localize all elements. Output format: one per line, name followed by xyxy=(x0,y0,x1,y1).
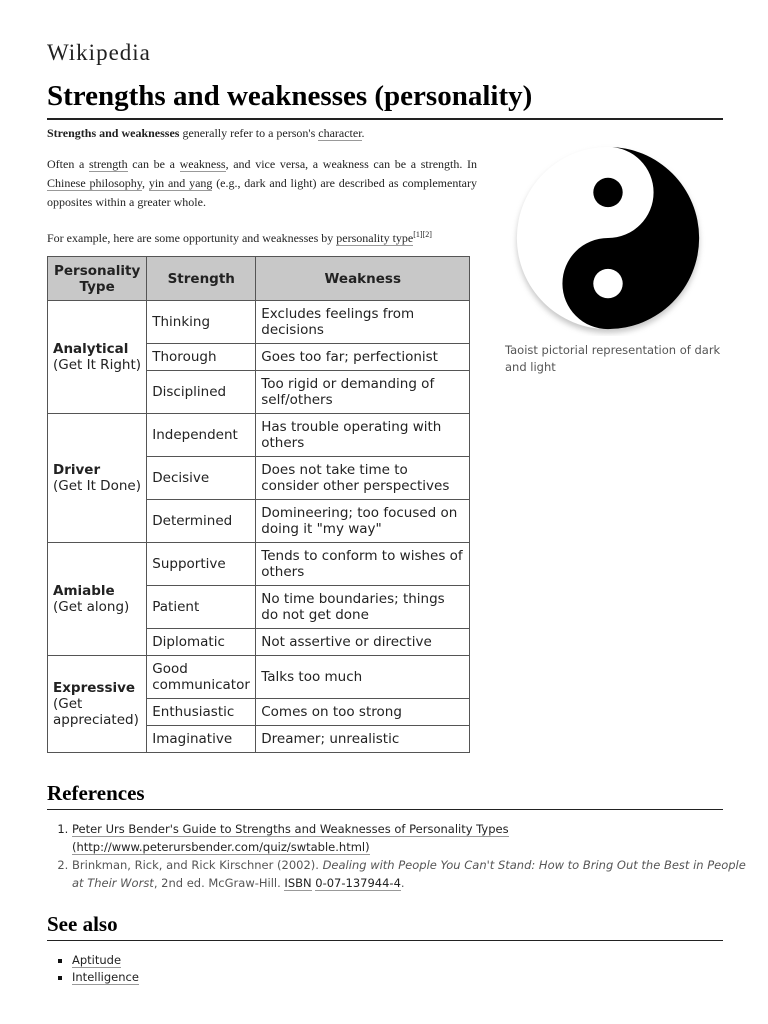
references-list xyxy=(47,820,748,892)
table-row xyxy=(48,414,470,457)
list-item xyxy=(72,969,139,986)
strength-cell: Supportive xyxy=(147,543,256,586)
weakness-cell: Excludes feelings from decisions xyxy=(256,301,470,344)
header-weakness: Weakness xyxy=(256,257,470,301)
type-subtitle: (Get appreciated) xyxy=(53,696,139,728)
type-cell xyxy=(48,301,147,414)
weakness-cell: Too rigid or demanding of self/others xyxy=(256,371,470,414)
reference-end: . xyxy=(400,876,405,890)
link-yin-and-yang[interactable]: yin and yang xyxy=(148,176,213,190)
reference-authors: Brinkman, Rick, and Rick Kirschner (2002). xyxy=(72,858,319,872)
references-heading: References xyxy=(47,781,145,805)
strength-cell: Good communicator xyxy=(147,656,256,699)
strength-cell: Patient xyxy=(147,586,256,629)
link-personality-type[interactable]: personality type xyxy=(336,231,414,245)
table-header-row xyxy=(48,257,470,301)
weakness-cell: Domineering; too focused on doing it "my way" xyxy=(256,500,470,543)
list-item xyxy=(72,952,139,969)
header-personality-type: Personality Type xyxy=(48,257,147,301)
lead-bold-term: Strengths and weaknesses xyxy=(47,126,180,140)
strength-cell: Disciplined xyxy=(147,371,256,414)
type-subtitle: (Get It Done) xyxy=(53,478,141,494)
lead-text: generally refer to a person's xyxy=(182,126,316,140)
weakness-cell: Dreamer; unrealistic xyxy=(256,726,470,753)
reference-item xyxy=(72,856,748,892)
type-cell xyxy=(48,543,147,656)
type-cell xyxy=(48,656,147,753)
para2-text-4: , xyxy=(142,176,146,190)
see-also-heading: See also xyxy=(47,912,118,936)
example-paragraph xyxy=(47,225,477,248)
strength-cell: Enthusiastic xyxy=(147,699,256,726)
figure-caption: Taoist pictorial representation of dark and light xyxy=(505,343,721,374)
strength-cell: Decisive xyxy=(147,457,256,500)
type-name: Amiable xyxy=(53,583,115,599)
type-name: Analytical xyxy=(53,341,129,357)
citation-marker[interactable]: [1][2] xyxy=(413,230,432,239)
weakness-cell: Tends to conform to wishes of others xyxy=(256,543,470,586)
isbn-number-link[interactable]: 0-07-137944-4 xyxy=(315,876,401,890)
see-also-divider xyxy=(47,940,723,941)
weakness-cell: Comes on too strong xyxy=(256,699,470,726)
weakness-cell: Not assertive or directive xyxy=(256,629,470,656)
table-row xyxy=(48,543,470,586)
lead-text-end: . xyxy=(361,126,365,140)
para2-text-1: Often a xyxy=(47,157,85,171)
para2-text-2: can be a xyxy=(132,157,175,171)
weakness-cell: No time boundaries; things do not get done xyxy=(256,586,470,629)
lead-paragraph xyxy=(47,124,477,143)
para2-text-3: , and vice versa, a weakness can be a strength. In xyxy=(225,157,478,171)
strength-cell: Determined xyxy=(147,500,256,543)
isbn-link[interactable]: ISBN xyxy=(284,876,312,890)
reference-item xyxy=(72,820,748,856)
para2-text-5: (e.g., dark and light) are described as complementary opposites within a greater whole. xyxy=(47,176,477,209)
type-cell xyxy=(48,414,147,543)
thumbnail-figure xyxy=(505,140,725,376)
reference-publisher: , 2nd ed. McGraw-Hill. xyxy=(153,876,281,890)
wikipedia-logo: Wikipedia xyxy=(47,40,151,65)
link-aptitude[interactable]: Aptitude xyxy=(72,953,122,967)
type-subtitle: (Get along) xyxy=(53,599,130,615)
link-character[interactable]: character xyxy=(318,126,362,140)
page-title: Strengths and weaknesses (personality) xyxy=(47,80,533,112)
table-row xyxy=(48,301,470,344)
weakness-cell: Goes too far; perfectionist xyxy=(256,344,470,371)
strength-cell: Thinking xyxy=(147,301,256,344)
link-strength[interactable]: strength xyxy=(88,157,128,171)
yin-yang-icon[interactable] xyxy=(510,140,706,336)
strength-cell: Independent xyxy=(147,414,256,457)
table-row xyxy=(48,656,470,699)
references-divider xyxy=(47,809,723,810)
type-subtitle: (Get It Right) xyxy=(53,357,142,373)
type-name: Driver xyxy=(53,462,101,478)
weakness-cell: Has trouble operating with others xyxy=(256,414,470,457)
link-weakness[interactable]: weakness xyxy=(179,157,226,171)
type-name: Expressive xyxy=(53,680,136,696)
link-chinese-philosophy[interactable]: Chinese philosophy xyxy=(47,176,143,190)
link-intelligence[interactable]: Intelligence xyxy=(72,970,139,984)
title-divider xyxy=(47,118,723,120)
intro-paragraph xyxy=(47,155,477,212)
reference-book-title: Dealing with People You Can't Stand: How to Bring Out the Best in People at Their Worst xyxy=(72,858,746,890)
para3-text: For example, here are some opportunity and weaknesses by xyxy=(47,231,334,245)
reference-link[interactable]: Peter Urs Bender's Guide to Strengths and Weaknesses of Personality Types (http://www.peterursbender.com/quiz/swtable.html) xyxy=(72,822,509,854)
strength-cell: Thorough xyxy=(147,344,256,371)
strength-cell: Diplomatic xyxy=(147,629,256,656)
weakness-cell: Talks too much xyxy=(256,656,470,699)
strength-cell: Imaginative xyxy=(147,726,256,753)
see-also-list xyxy=(47,952,139,986)
weakness-cell: Does not take time to consider other perspectives xyxy=(256,457,470,500)
header-strength: Strength xyxy=(147,257,256,301)
personality-table xyxy=(47,256,470,753)
